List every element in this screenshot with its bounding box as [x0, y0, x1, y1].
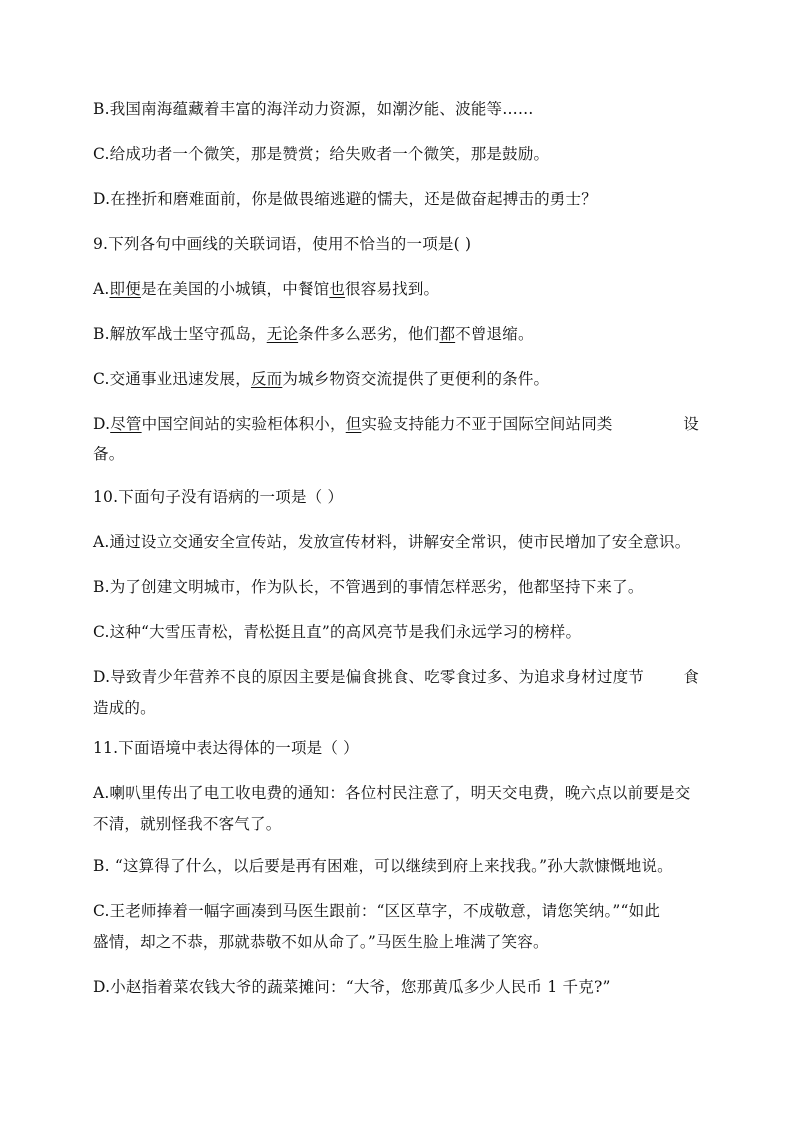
q9-d-underlined-1: 尽管: [110, 415, 142, 433]
q10-d-main: D.导致青少年营养不良的原因主要是偏食挑食、吃零食过多、为追求身材过度节: [93, 668, 645, 686]
q9-a-prefix: A.: [93, 280, 110, 298]
q11-option-b: B. “这算得了什么，以后要是再有困难，可以继续到府上来找我。”孙大款慷慨地说。: [93, 857, 673, 875]
q9-b-text-2: 条件多么恶劣，他们: [298, 325, 440, 343]
q9-b-prefix: B.解放军战士坚守孤岛，: [93, 325, 267, 343]
q11-option-a-line2: 不清，就别怪我不客气了。: [93, 815, 282, 833]
q10-option-c: C.这种“大雪压青松，青松挺且直”的高风亮节是我们永远学习的榜样。: [93, 623, 582, 641]
q9-option-d-continued: 备。: [93, 445, 125, 463]
q9-d-prefix: D.: [93, 415, 111, 433]
q8-option-d: D.在挫折和磨难面前，你是做畏缩逃避的懦夫，还是做奋起搏击的勇士？: [93, 190, 597, 208]
q9-option-d: [93, 413, 699, 435]
q10-option-d-continued: 造成的。: [93, 699, 156, 717]
q10-option-b: B.为了创建文明城市，作为队长，不管遇到的事情怎样恶劣，他都坚持下来了。: [93, 578, 644, 596]
q9-stem: 9.下列各句中画线的关联词语，使用不恰当的一项是( ): [93, 235, 472, 253]
q9-option-a: [93, 278, 699, 300]
q9-d-text-3: 实验支持能力不亚于国际空间站同类: [361, 415, 613, 433]
q9-a-text-3: 很容易找到。: [345, 280, 440, 298]
q9-d-text-2: 中国空间站的实验柜体积小，: [141, 415, 346, 433]
q10-option-a: A.通过设立交通安全宣传站，发放宣传材料，讲解安全常识，使市民增加了安全意识。: [93, 533, 691, 551]
q9-a-text-2: 是在美国的小城镇，中餐馆: [140, 280, 330, 298]
q10-d-line-end: 食: [683, 668, 699, 686]
q8-option-c: C.给成功者一个微笑，那是赞赏；给失败者一个微笑，那是鼓励。: [93, 145, 550, 163]
q11-option-c-line2: 盛情，却之不恭，那就恭敬不如从命了。”马医生脸上堆满了笑容。: [93, 933, 549, 951]
q9-option-b: [93, 323, 699, 345]
q9-a-underlined-1: 即便: [109, 280, 141, 298]
q9-b-underlined-1: 无论: [266, 325, 299, 343]
q8-option-b: B.我国南海蕴藏着丰富的海洋动力资源，如潮汐能、波能等……: [93, 100, 534, 118]
q9-option-c: [93, 368, 699, 390]
q9-c-prefix: C.交通事业迅速发展，: [93, 370, 251, 388]
q9-b-underlined-2: 都: [439, 325, 456, 343]
q9-a-underlined-2: 也: [329, 280, 346, 298]
q9-c-underlined-1: 反而: [250, 370, 283, 388]
q9-d-underlined-2: 但: [345, 415, 362, 433]
q9-d-line-end: 设: [683, 415, 699, 433]
q9-b-text-3: 不曾退缩。: [455, 325, 534, 343]
q11-option-a-line1: A.喇叭里传出了电工收电费的通知：各位村民注意了，明天交电费，晚六点以前要是交: [93, 784, 691, 802]
q9-c-text-2: 为城乡物资交流提供了更便利的条件。: [282, 370, 550, 388]
q11-option-c-line1: C.王老师捧着一幅字画凑到马医生跟前：“区区草字，不成敬意，请您笑纳。”“如此: [93, 902, 661, 920]
q11-stem: 11.下面语境中表达得体的一项是（ ）: [93, 739, 359, 757]
q11-option-d: D.小赵指着菜农钱大爷的蔬菜摊问：“大爷，您那黄瓜多少人民币 1 千克?”: [93, 978, 611, 996]
q10-stem: 10.下面句子没有语病的一项是（ ）: [93, 488, 344, 506]
q10-option-d: [93, 666, 699, 688]
